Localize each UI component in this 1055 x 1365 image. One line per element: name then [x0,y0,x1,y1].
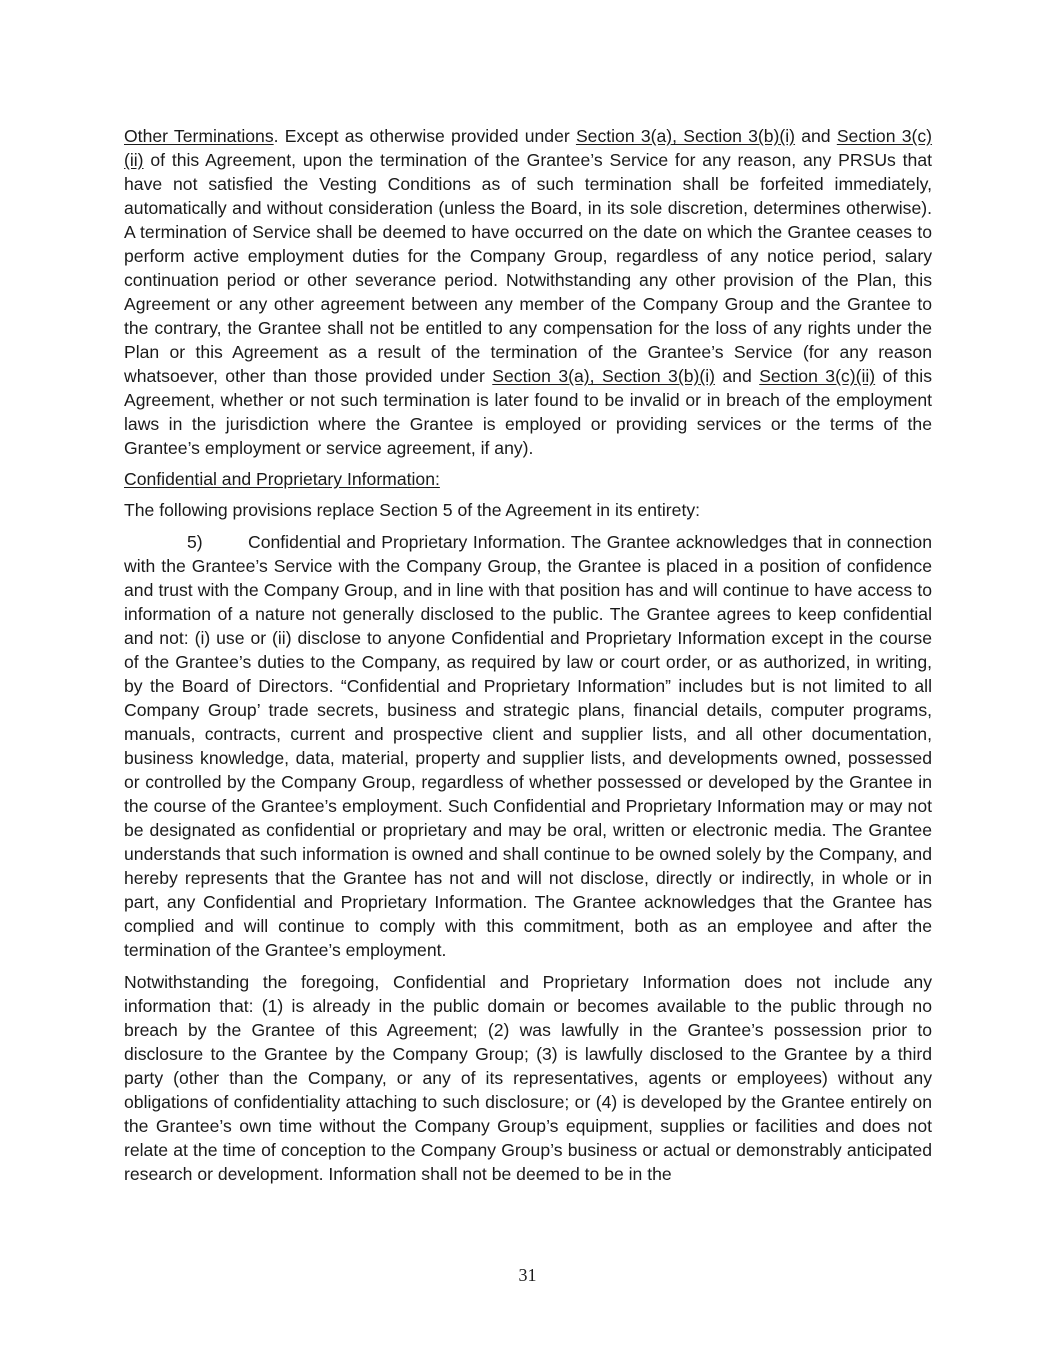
other-terminations-heading: Other Terminations [124,126,274,146]
confidential-heading [124,467,932,491]
confidential-heading-text: Confidential and Proprietary Information: [124,469,440,489]
text-segment: . Except as otherwise provided under [273,126,576,146]
section-reference: Section 3(c)(ii) [124,126,933,170]
section-5-number: 5) [187,532,203,552]
section-5-paragraph [124,530,932,962]
notwithstanding-paragraph: Notwithstanding the foregoing, Confidential and Proprietary Information does not include any information that: (1) is already in the public domain or becomes available to the public through no breach by the Grantee of this Agreement; (2) was lawfully in the Grantee’s possession prior to disclosure to the Grantee by the Company Group; (3) is lawfully disclosed to the Grantee by a third party (other than the Company, or any of its representatives, agents or employees) without any obligations of confidentiality attaching to such disclosure; or (4) is developed by the Grantee entirely on the Grantee’s own time without the Company Group’s equipment, supplies or facilities and does not relate at the time of conception to the Company Group’s business or actual or demonstrably anticipated research or development. Information shall not be deemed to be in the [124,972,932,1184]
page-number: 31 [518,1265,537,1285]
document-page [124,124,932,1186]
section-reference: Section 3(c)(ii) [759,366,876,386]
section-reference: Section 3(a), Section 3(b)(i) [492,366,715,386]
section-5-body: Confidential and Proprietary Information. The Grantee acknowledges that in connection with the Grantee’s Service with the Company Group, the Grantee is placed in a position of confidence and trust with the Company Group, and in line with that position has and will continue to have access to information of a nature not generally disclosed to the public. The Grantee agrees to keep confidential and not: (i) use or (ii) disclose to anyone Confidential and Proprietary Information except in the course of the Grantee’s duties to the Company, as required by law or court order, or as authorized, in writing, by the Board of Directors. “Confidential and Proprietary Information” includes but is not limited to all Company Group’ trade secrets, business and strategic plans, financial details, computer programs, manuals, contracts, current and prospective client and supplier lists, and all other documentation, business knowledge, data, material, property and supplier lists, and developments owned, possessed or controlled by the Company Group, regardless of whether possessed or developed by the Grantee in the course of the Grantee’s employment. Such Confidential and Proprietary Information may or may not be designated as confidential or proprietary and may be oral, written or electronic media. The Grantee understands that such information is owned and shall continue to be owned solely by the Company, and hereby represents that the Grantee has not and will not disclose, directly or indirectly, in whole or in part, any Confidential and Proprietary Information. The Grantee acknowledges that the Grantee has complied and will continue to comply with this commitment, both as an employee and after the termination of the Grantee’s employment. [124,532,932,960]
text-segment: and [714,366,760,386]
text-segment: of this Agreement, whether or not such termination is later found to be invalid or in breach of the employment laws in the jurisdiction where the Grantee is employed or providing services or the terms of the Grantee’s employment or service agreement, if any). [124,366,933,458]
other-terminations-paragraph [124,124,932,460]
replace-sentence: The following provisions replace Section 5 of the Agreement in its entirety: [124,500,701,520]
text-segment: and [795,126,837,146]
section-reference: Section 3(a), Section 3(b)(i) [575,126,796,146]
text-segment: of this Agreement, upon the termination of the Grantee’s Service for any reason, any PRSUs that have not satisfied the Vesting Conditions as of such termination shall be forfeited immediately, automatically and without consideration (unless the Board, in its sole discretion, determines otherwise). A termination of Service shall be deemed to have occurred on the date on which the Grantee ceases to perform active employment duties for the Company Group, regardless of any notice period, salary continuation period or other severance period. Notwithstanding any other provision of the Plan, this Agreement or any other agreement between any member of the Company Group and the Grantee to the contrary, the Grantee shall not be entitled to any compensation for the loss of any rights under the Plan or this Agreement as a result of the termination of the Grantee’s Service (for any reason whatsoever, other than those provided under [124,150,932,386]
